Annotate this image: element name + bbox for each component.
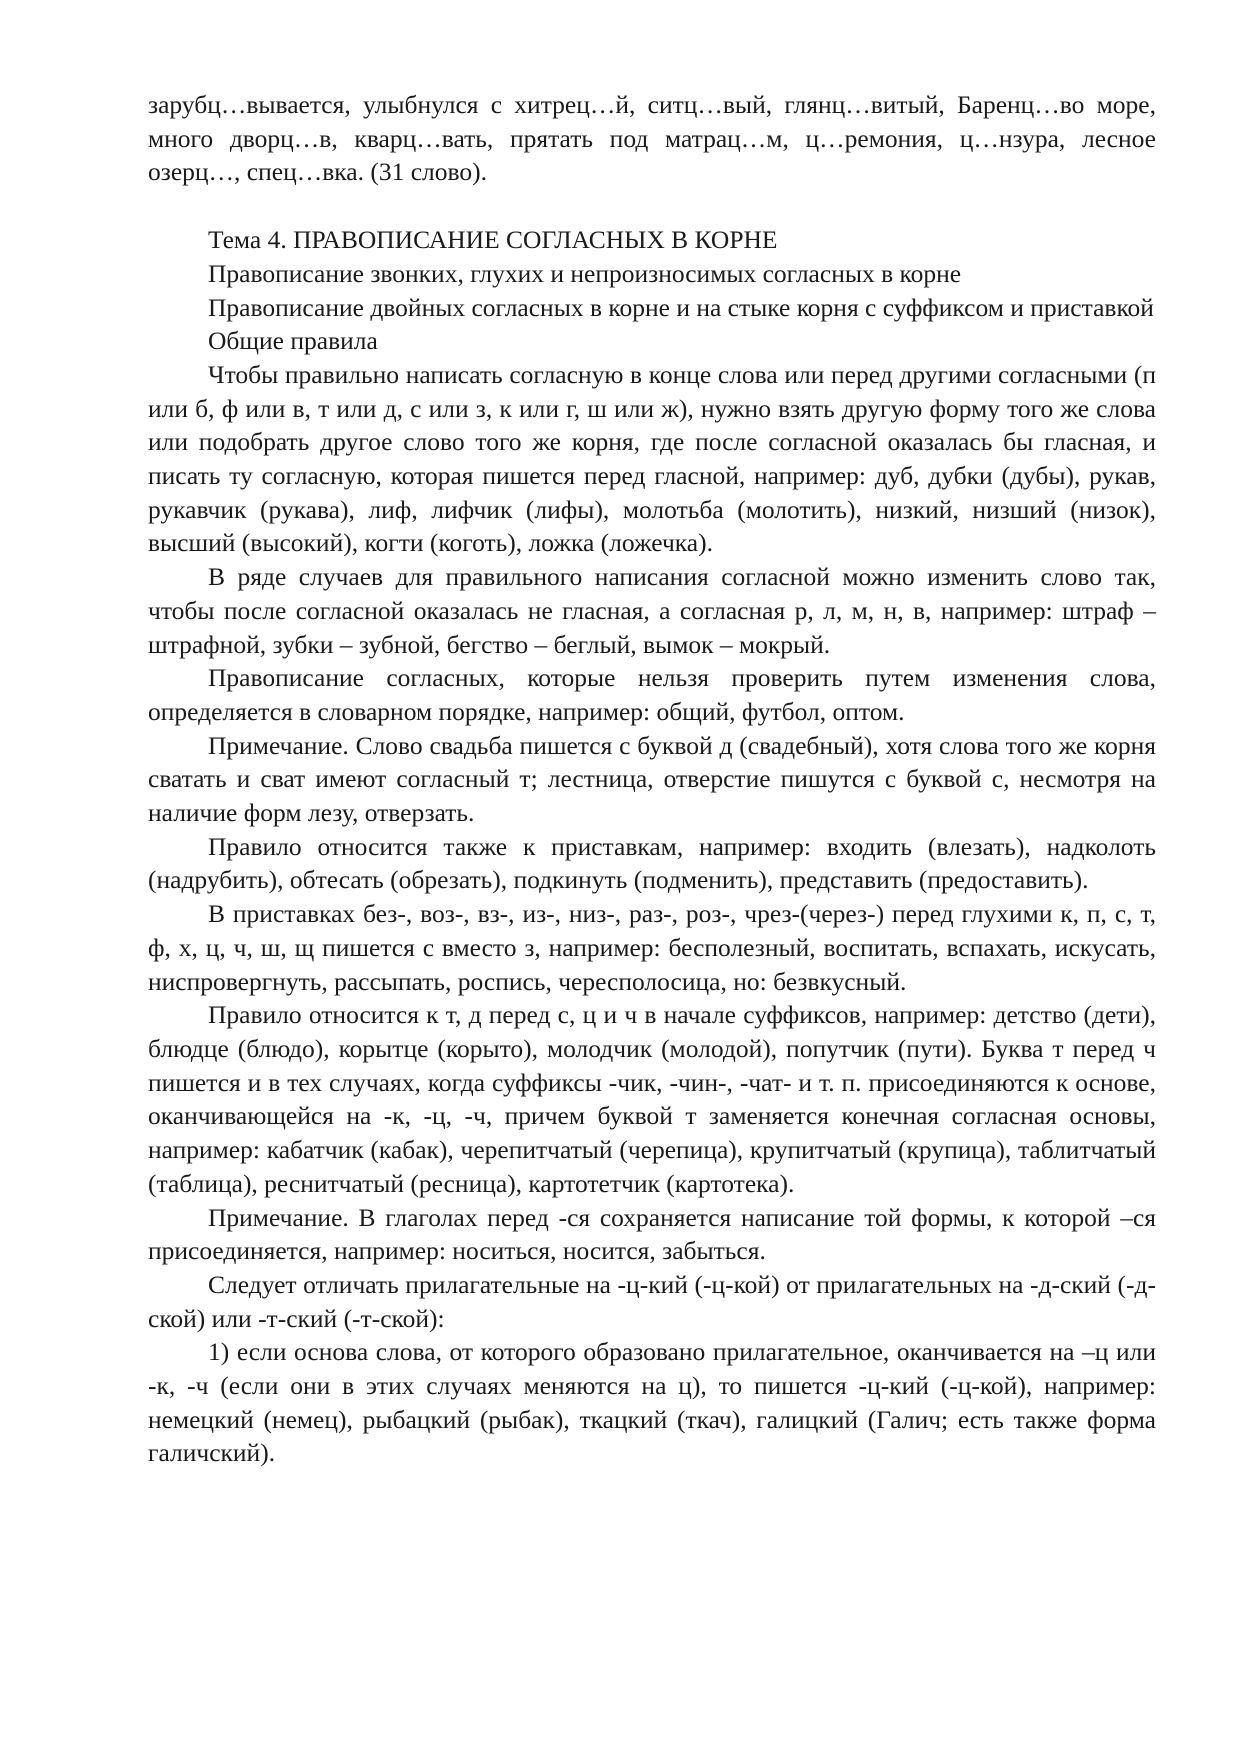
body-paragraph: Правило относится также к приставкам, например: входить (влезать), надколоть (надрубить), обтесать (обрезать), подкинуть (подменить), представить (предоставить). [148, 831, 1156, 895]
document-page [148, 88, 1156, 1470]
note-paragraph: Примечание. Слово свадьба пишется с буквой д (свадебный), хотя слова того же корня сватать и сват имеют согласный т; лестница, отверстие пишутся с буквой с, несмотря на наличие форм лезу, отверзать. [148, 730, 1156, 828]
note-paragraph: Примечание. В глаголах перед -ся сохраняется написание той формы, к которой –ся присоединяется, например: носиться, носится, забыться. [148, 1202, 1156, 1266]
body-paragraph: Правило относится к т, д перед с, ц и ч в начале суффиксов, например: детство (дети), блюдце (блюдо), корытце (корыто), молодчик (молодой), попутчик (пути). Буква т перед ч пишется и в тех случаях, когда суффиксы -чик, -чин-, -чат- и т. п. присоединяются к основе, оканчивающейся на -к, -ц, -ч, причем буквой т заменяется конечная согласная основы, например: кабатчик (кабак), черепитчатый (черепица), крупитчатый (крупица), таблитчатый (таблица), реснитчатый (ресница), картотетчик (картотека). [148, 1000, 1156, 1198]
section-spacer [148, 189, 1156, 223]
body-paragraph: В ряде случаев для правильного написания согласной можно изменить слово так, чтобы после согласной оказалась не гласная, а согласная р, л, м, н, в, например: штраф – штрафной, зубки – зубной, бегство – беглый, вымок – мокрый. [148, 562, 1156, 659]
body-paragraph: Правописание согласных, которые нельзя проверить путем изменения слова, определяется в словарном порядке, например: общий, футбол, оптом. [148, 663, 1156, 726]
subtopic-heading-1: Правописание звонких, глухих и непроизносимых согласных в корне [208, 258, 962, 288]
subtopic-heading-2: Правописание двойных согласных в корне и на стыке корня с суффиксом и приставкой [208, 292, 1154, 322]
numbered-rule-paragraph: 1) если основа слова, от которого образовано прилагательное, оканчивается на –ц или -к, -ч (если они в этих случаях меняются на ц), то пишется -ц-кий (-ц-кой), например: немецкий (немец), рыбацкий (рыбак), ткацкий (ткач), галицкий (Галич; есть также форма галичский). [148, 1337, 1156, 1468]
body-paragraph: В приставках без-, воз-, вз-, из-, низ-, раз-, роз-, чрез-(через-) перед глухими к, п, с, т, ф, х, ц, ч, ш, щ пишется с вместо з, например: бесполезный, воспитать, вспахать, искусать, ниспровергнуть, рассыпать, роспись, чересполосица, но: безвкусный. [148, 899, 1156, 996]
body-paragraph: Следует отличать прилагательные на -ц-кий (-ц-кой) от прилагательных на -д-ский (-д-ской) или -т-ский (-т-ской): [148, 1269, 1156, 1333]
section-heading: Общие правила [208, 326, 378, 356]
topic-heading: Тема 4. ПРАВОПИСАНИЕ СОГЛАСНЫХ В КОРНЕ [208, 225, 778, 255]
body-paragraph: Чтобы правильно написать согласную в конце слова или перед другими согласными (п или б, ф или в, т или д, с или з, к или г, ш или ж), нужно взять другую форму того же слова или подобрать другое слово того же корня, где после согласной оказалась бы гласная, и писать ту согласную, которая пишется перед гласной, например: дуб, дубки (дубы), рукав, рукавчик (рукава), лиф, лифчик (лифы), молотьба (молотить), низкий, низший (низок), высший (высокий), когти (коготь), ложка (ложечка). [148, 359, 1156, 558]
intro-paragraph: зарубц…вывается, улыбнулся с хитрец…й, ситц…вый, глянц…витый, Баренц…во море, много дворц…в, кварц…вать, прятать под матрац…м, ц…ремония, ц…нзура, лесное озерц…, спец…вка. (31 слово). [148, 90, 1156, 187]
